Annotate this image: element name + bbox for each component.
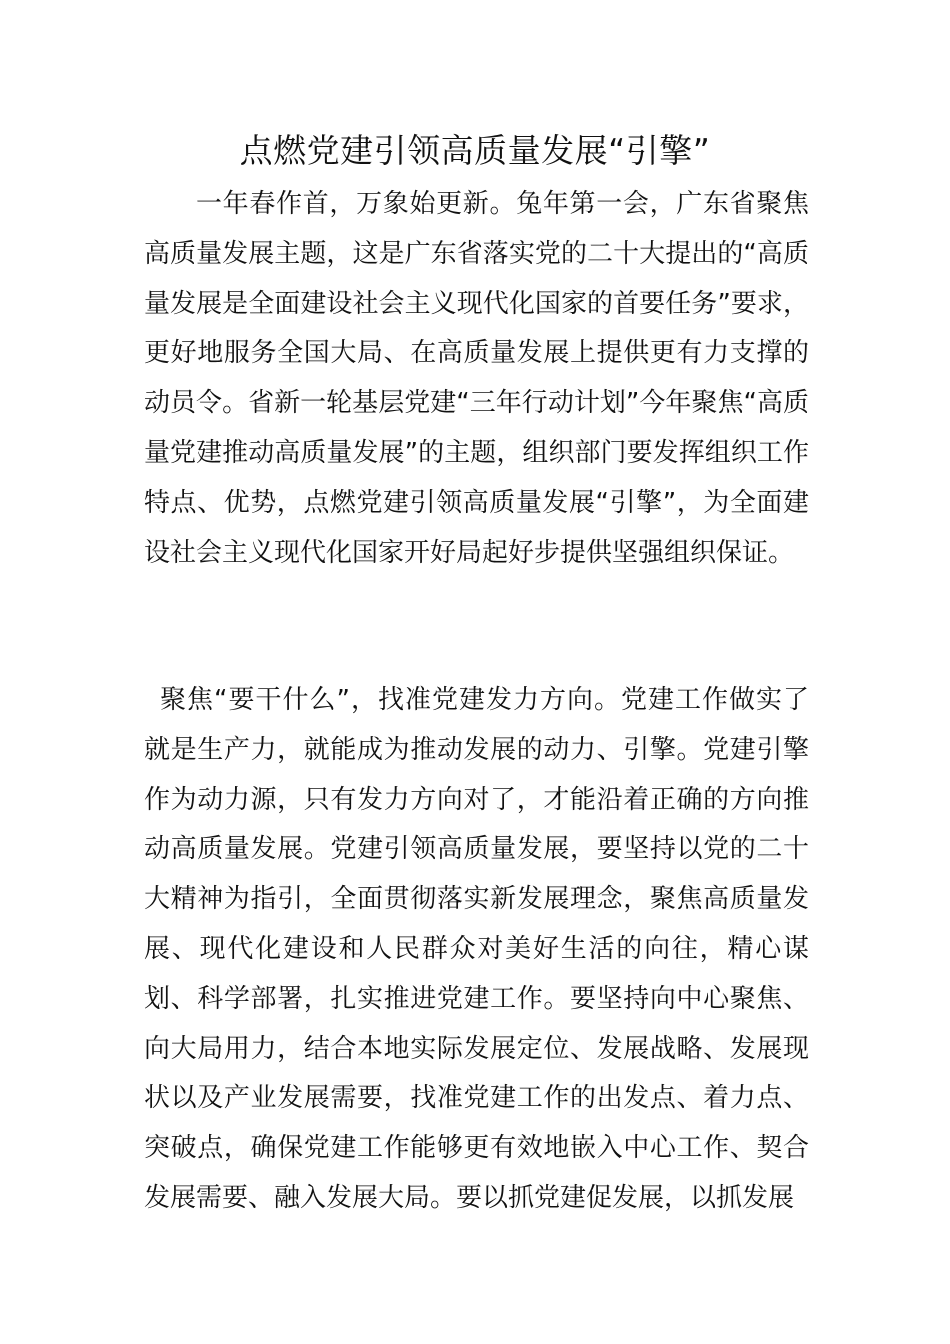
document-title: 点燃党建引领高质量发展“引擎” <box>239 131 711 170</box>
paragraph-focus: 聚焦“要干什么”，找准党建发力方向。党建工作做实了就是生产力，就能成为推动发展的动力、引擎。党建引擎作为动力源，只有发力方向对了，才能沿着正确的方向推动高质量发展。党建引领高质量发展，要坚持以党的二十大精神为指引，全面贯彻落实新发展理念，聚焦高质量发展、现代化建设和人民群众对美好生活的向往，精心谋划、科学部署，扎实推进党建工作。要坚持向中心聚焦、向大局用力，结合本地实际发展定位、发展战略、发展现状以及产业发展需要，找准党建工作的出发点、着力点、突破点，确保党建工作能够更有效地嵌入中心工作、契合发展需要、融入发展大局。要以抓党建促发展，以抓发展 <box>144 685 809 1213</box>
paragraph-intro: 一年春作首，万象始更新。兔年第一会，广东省聚焦高质量发展主题，这是广东省落实党的二十大提出的“高质量发展是全面建设社会主义现代化国家的首要任务”要求，更好地服务全国大局、在高质量发展上提供更有力支撑的动员令。省新一轮基层党建“三年行动计划”今年聚焦“高质量党建推动高质量发展”的主题，组织部门要发挥组织工作特点、优势，点燃党建引领高质量发展“引擎”，为全面建设社会主义现代化国家开好局起好步提供坚强组织保证。 <box>144 189 809 568</box>
